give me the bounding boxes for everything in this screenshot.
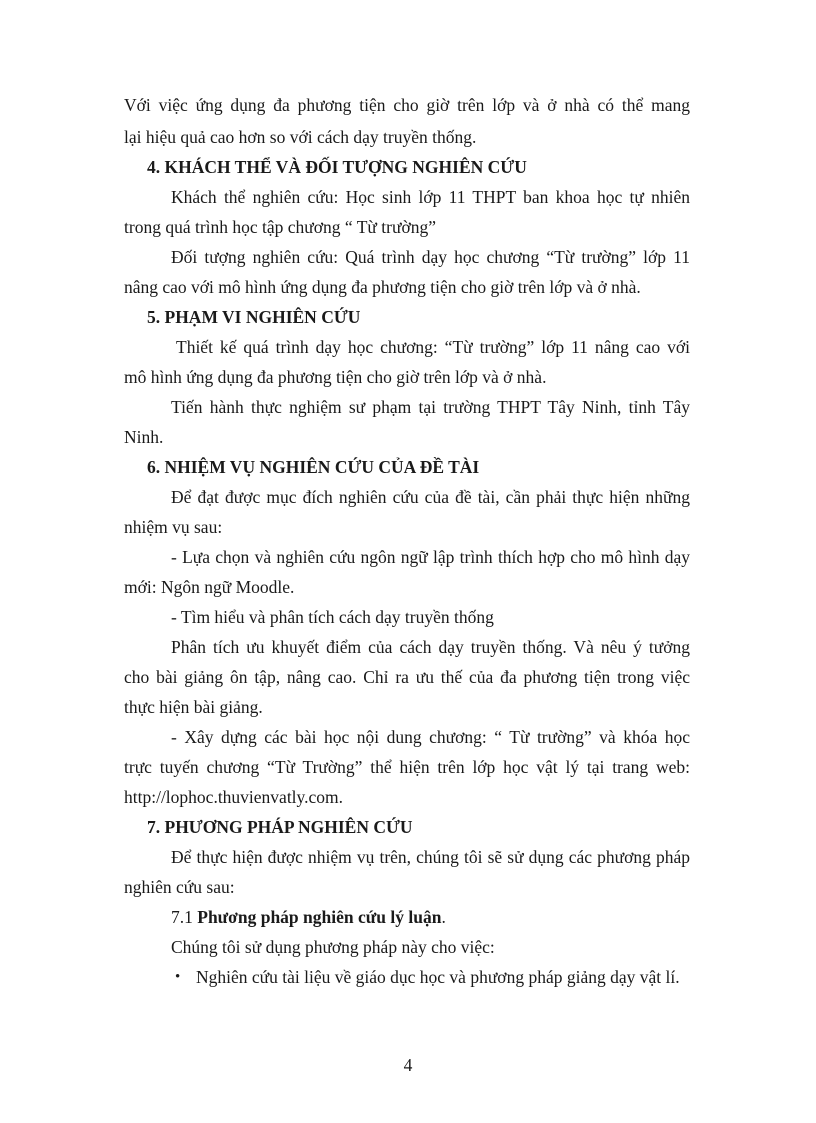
paragraph-line: trong quá trình học tập chương “ Từ trường” <box>124 217 436 237</box>
list-item-line: - Xây dựng các bài học nội dung chương: “ Từ trường” và khóa học <box>171 727 690 747</box>
paragraph-line: mô hình ứng dụng đa phương tiện cho giờ trên lớp và ở nhà. <box>124 367 547 387</box>
paragraph-line: nghiên cứu sau: <box>124 877 235 897</box>
paragraph-line: Với việc ứng dụng đa phương tiện cho giờ trên lớp và ở nhà có thể mang <box>124 95 690 115</box>
paragraph-line: Ninh. <box>124 427 164 447</box>
list-item-line: mới: Ngôn ngữ Moodle. <box>124 577 295 597</box>
bullet-icon: • <box>175 969 181 985</box>
paragraph-line: Để đạt được mục đích nghiên cứu của đề tài, cần phải thực hiện những <box>171 487 690 507</box>
paragraph-line: Chúng tôi sử dụng phương pháp này cho việc: <box>171 937 495 957</box>
list-item-line: trực tuyến chương “Từ Trường” thể hiện trên lớp học vật lý tại trang web: <box>124 757 690 777</box>
section-heading: 7. PHƯƠNG PHÁP NGHIÊN CỨU <box>147 817 413 837</box>
paragraph-line: Để thực hiện được nhiệm vụ trên, chúng tôi sẽ sử dụng các phương pháp <box>171 847 690 867</box>
paragraph-line: thực hiện bài giảng. <box>124 697 263 717</box>
paragraph-line: nhiệm vụ sau: <box>124 517 223 537</box>
list-item-line: - Tìm hiểu và phân tích cách dạy truyền thống <box>171 607 494 627</box>
section-heading: 6. NHIỆM VỤ NGHIÊN CỨU CỦA ĐỀ TÀI <box>147 457 480 477</box>
paragraph-line: Thiết kế quá trình dạy học chương: “Từ trường” lớp 11 nâng cao với <box>176 337 690 357</box>
list-item-line: - Lựa chọn và nghiên cứu ngôn ngữ lập trình thích hợp cho mô hình dạy <box>171 547 690 567</box>
page-number: 4 <box>403 1055 413 1075</box>
paragraph-line: cho bài giảng ôn tập, nâng cao. Chỉ ra ưu thế của đa phương tiện trong việc <box>124 667 690 687</box>
paragraph-line: Tiến hành thực nghiệm sư phạm tại trường THPT Tây Ninh, tỉnh Tây <box>171 397 690 417</box>
bullet-item: Nghiên cứu tài liệu về giáo dục học và phương pháp giảng dạy vật lí. <box>196 967 680 987</box>
url-text: http://lophoc.thuvienvatly.com. <box>124 787 344 807</box>
paragraph-line: Đối tượng nghiên cứu: Quá trình dạy học chương “Từ trường” lớp 11 <box>171 247 690 267</box>
paragraph-line: Khách thể nghiên cứu: Học sinh lớp 11 THPT ban khoa học tự nhiên <box>171 187 690 207</box>
subsection-title: Phương pháp nghiên cứu lý luận <box>197 907 442 927</box>
section-heading: 4. KHÁCH THỂ VÀ ĐỐI TƯỢNG NGHIÊN CỨU <box>147 157 527 177</box>
paragraph-line: lại hiệu quả cao hơn so với cách dạy truyền thống. <box>124 127 477 147</box>
paragraph-line: nâng cao với mô hình ứng dụng đa phương tiện cho giờ trên lớp và ở nhà. <box>124 277 641 297</box>
paragraph-line: Phân tích ưu khuyết điểm của cách dạy truyền thống. Và nêu ý tưởng <box>171 637 690 657</box>
subsection-period: . <box>441 907 446 927</box>
subsection-heading <box>171 907 446 928</box>
subsection-number: 7.1 <box>171 907 198 927</box>
section-heading: 5. PHẠM VI NGHIÊN CỨU <box>147 307 361 327</box>
